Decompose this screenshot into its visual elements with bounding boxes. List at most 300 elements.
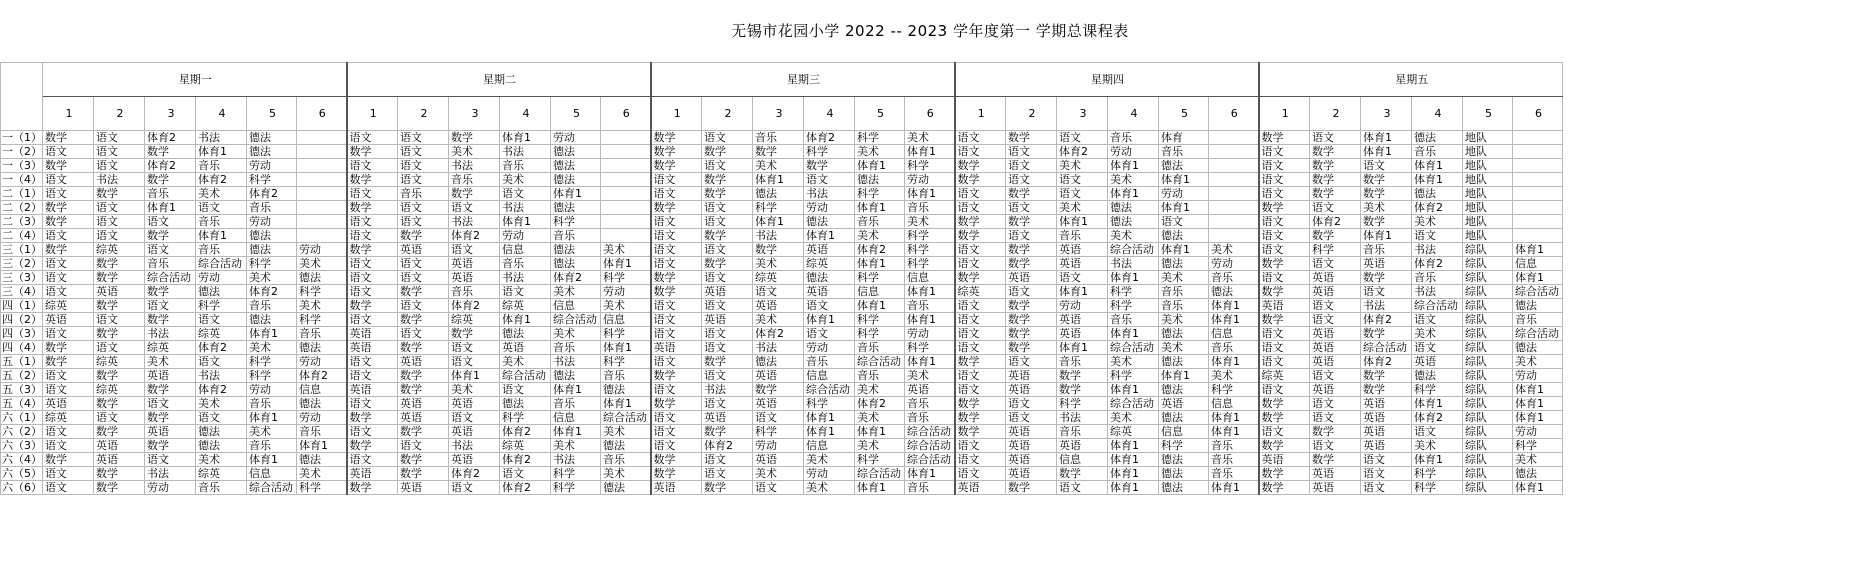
lesson-cell: 体育2 xyxy=(855,397,905,411)
lesson-cell: 综英 xyxy=(1108,425,1159,439)
lesson-cell: 数学 xyxy=(1259,285,1310,299)
lesson-cell: 语文 xyxy=(347,285,398,299)
lesson-cell: 英语 xyxy=(398,243,449,257)
lesson-cell: 体育1 xyxy=(551,187,601,201)
lesson-cell: 信息 xyxy=(1159,425,1209,439)
lesson-cell: 语文 xyxy=(651,257,702,271)
lesson-cell: 数学 xyxy=(1259,397,1310,411)
lesson-cell: 数学 xyxy=(1310,453,1361,467)
lesson-cell: 语文 xyxy=(196,355,247,369)
lesson-cell: 体育2 xyxy=(500,453,551,467)
period-header: 2 xyxy=(702,97,753,131)
lesson-cell: 数学 xyxy=(398,383,449,397)
lesson-cell xyxy=(1209,159,1259,173)
lesson-cell: 德法 xyxy=(1159,467,1209,481)
lesson-cell: 语文 xyxy=(955,453,1006,467)
lesson-cell: 英语 xyxy=(1412,355,1463,369)
lesson-cell: 体育2 xyxy=(1412,257,1463,271)
lesson-cell: 综队 xyxy=(1463,467,1513,481)
period-header: 6 xyxy=(1209,97,1259,131)
class-label: 二（3） xyxy=(2,215,42,228)
lesson-cell: 美术 xyxy=(196,397,247,411)
lesson-cell: 德法 xyxy=(551,243,601,257)
lesson-cell: 语文 xyxy=(702,397,753,411)
lesson-cell: 体育1 xyxy=(855,201,905,215)
lesson-cell: 科学 xyxy=(297,285,347,299)
lesson-cell: 信息 xyxy=(500,243,551,257)
class-row xyxy=(1,411,1563,425)
lesson-cell: 语文 xyxy=(43,481,94,495)
lesson-cell: 语文 xyxy=(1310,397,1361,411)
lesson-cell: 体育1 xyxy=(1108,159,1159,173)
lesson-cell: 美术 xyxy=(1159,271,1209,285)
lesson-cell: 科学 xyxy=(1057,397,1108,411)
lesson-cell: 英语 xyxy=(398,411,449,425)
lesson-cell: 体育1 xyxy=(804,411,855,425)
lesson-cell: 科学 xyxy=(905,257,955,271)
lesson-cell: 体育1 xyxy=(1108,481,1159,495)
period-header: 2 xyxy=(398,97,449,131)
lesson-cell: 美术 xyxy=(601,467,651,481)
lesson-cell: 音乐 xyxy=(297,425,347,439)
lesson-cell: 数学 xyxy=(1361,215,1412,229)
lesson-cell: 数学 xyxy=(1006,187,1057,201)
lesson-cell: 体育1 xyxy=(855,481,905,495)
lesson-cell: 体育2 xyxy=(1310,215,1361,229)
lesson-cell: 德法 xyxy=(601,439,651,453)
lesson-cell: 语文 xyxy=(43,229,94,243)
lesson-cell: 语文 xyxy=(1361,467,1412,481)
lesson-cell: 德法 xyxy=(297,397,347,411)
lesson-cell: 英语 xyxy=(1310,467,1361,481)
lesson-cell: 英语 xyxy=(1361,411,1412,425)
period-header: 2 xyxy=(94,97,145,131)
lesson-cell: 数学 xyxy=(145,439,196,453)
lesson-cell: 德法 xyxy=(1513,299,1563,313)
lesson-cell: 地队 xyxy=(1463,215,1513,229)
lesson-cell: 劳动 xyxy=(247,383,297,397)
lesson-cell: 综队 xyxy=(1463,243,1513,257)
lesson-cell: 体育1 xyxy=(551,383,601,397)
lesson-cell: 书法 xyxy=(449,159,500,173)
lesson-cell: 体育1 xyxy=(1513,383,1563,397)
lesson-cell xyxy=(1209,215,1259,229)
lesson-cell: 美术 xyxy=(855,145,905,159)
lesson-cell: 数学 xyxy=(43,243,94,257)
period-header: 5 xyxy=(855,97,905,131)
lesson-cell: 体育1 xyxy=(601,341,651,355)
lesson-cell: 数学 xyxy=(347,201,398,215)
lesson-cell: 体育1 xyxy=(1108,439,1159,453)
lesson-cell: 体育1 xyxy=(1108,453,1159,467)
lesson-cell: 语文 xyxy=(94,313,145,327)
lesson-cell xyxy=(1513,215,1563,229)
lesson-cell xyxy=(297,131,347,145)
lesson-cell: 数学 xyxy=(449,187,500,201)
lesson-cell: 语文 xyxy=(1159,215,1209,229)
lesson-cell: 数学 xyxy=(1259,481,1310,495)
class-label: 一（3） xyxy=(2,159,42,172)
lesson-cell: 语文 xyxy=(955,383,1006,397)
lesson-cell: 美术 xyxy=(1108,229,1159,243)
lesson-cell: 语文 xyxy=(1259,341,1310,355)
lesson-cell: 音乐 xyxy=(1108,131,1159,145)
lesson-cell: 体育2 xyxy=(297,369,347,383)
lesson-cell: 语文 xyxy=(94,145,145,159)
lesson-cell: 美术 xyxy=(196,453,247,467)
lesson-cell: 语文 xyxy=(1006,201,1057,215)
lesson-cell: 英语 xyxy=(1310,341,1361,355)
lesson-cell: 数学 xyxy=(43,201,94,215)
lesson-cell: 劳动 xyxy=(1209,257,1259,271)
lesson-cell: 综队 xyxy=(1463,439,1513,453)
class-label: 五（4） xyxy=(2,397,42,410)
lesson-cell: 劳动 xyxy=(1159,187,1209,201)
lesson-cell: 数学 xyxy=(1310,173,1361,187)
lesson-cell: 科学 xyxy=(1108,299,1159,313)
lesson-cell: 科学 xyxy=(551,215,601,229)
lesson-cell: 综合活动 xyxy=(551,313,601,327)
lesson-cell: 数学 xyxy=(1006,299,1057,313)
lesson-cell: 语文 xyxy=(955,327,1006,341)
lesson-cell: 语文 xyxy=(1310,299,1361,313)
lesson-cell xyxy=(1513,187,1563,201)
lesson-cell: 科学 xyxy=(500,411,551,425)
lesson-cell: 综合活动 xyxy=(1361,341,1412,355)
lesson-cell: 综英 xyxy=(43,411,94,425)
lesson-cell: 语文 xyxy=(196,313,247,327)
lesson-cell: 数学 xyxy=(43,341,94,355)
lesson-cell: 德法 xyxy=(1159,453,1209,467)
lesson-cell: 信息 xyxy=(601,313,651,327)
lesson-cell: 英语 xyxy=(1057,313,1108,327)
lesson-cell: 语文 xyxy=(1006,145,1057,159)
lesson-cell: 数学 xyxy=(347,145,398,159)
lesson-cell: 美术 xyxy=(855,439,905,453)
lesson-cell: 语文 xyxy=(955,201,1006,215)
lesson-cell: 体育1 xyxy=(905,313,955,327)
lesson-cell: 数学 xyxy=(955,271,1006,285)
lesson-cell: 信息 xyxy=(905,271,955,285)
lesson-cell: 语文 xyxy=(1259,355,1310,369)
lesson-cell xyxy=(1209,131,1259,145)
lesson-cell: 语文 xyxy=(43,271,94,285)
lesson-cell: 劳动 xyxy=(804,201,855,215)
lesson-cell: 劳动 xyxy=(804,341,855,355)
lesson-cell: 音乐 xyxy=(1108,313,1159,327)
lesson-cell: 语文 xyxy=(702,327,753,341)
lesson-cell: 语文 xyxy=(196,201,247,215)
lesson-cell: 语文 xyxy=(702,453,753,467)
lesson-cell: 数学 xyxy=(702,257,753,271)
lesson-cell: 书法 xyxy=(753,341,804,355)
lesson-cell: 体育2 xyxy=(196,383,247,397)
lesson-cell: 语文 xyxy=(347,131,398,145)
lesson-cell: 数学 xyxy=(94,467,145,481)
lesson-cell: 综队 xyxy=(1463,271,1513,285)
lesson-cell: 科学 xyxy=(855,187,905,201)
lesson-cell: 数学 xyxy=(1361,327,1412,341)
lesson-cell: 数学 xyxy=(94,257,145,271)
lesson-cell: 体育1 xyxy=(1159,173,1209,187)
lesson-cell: 语文 xyxy=(347,313,398,327)
lesson-cell: 美术 xyxy=(297,467,347,481)
lesson-cell: 体育2 xyxy=(804,131,855,145)
period-header: 4 xyxy=(804,97,855,131)
lesson-cell: 数学 xyxy=(651,159,702,173)
lesson-cell: 综合活动 xyxy=(905,425,955,439)
class-label: 四（2） xyxy=(2,313,42,326)
class-row xyxy=(1,481,1563,495)
lesson-cell: 数学 xyxy=(955,425,1006,439)
lesson-cell: 音乐 xyxy=(1209,271,1259,285)
lesson-cell: 英语 xyxy=(651,481,702,495)
lesson-cell: 书法 xyxy=(196,369,247,383)
lesson-cell: 语文 xyxy=(1412,229,1463,243)
lesson-cell: 语文 xyxy=(804,327,855,341)
lesson-cell: 英语 xyxy=(43,397,94,411)
class-label: 五（1） xyxy=(2,355,42,368)
lesson-cell: 体育1 xyxy=(1159,243,1209,257)
lesson-cell: 语文 xyxy=(398,131,449,145)
lesson-cell: 英语 xyxy=(1310,383,1361,397)
lesson-cell: 体育1 xyxy=(1412,453,1463,467)
class-label: 六（2） xyxy=(2,425,42,438)
lesson-cell: 语文 xyxy=(1361,159,1412,173)
lesson-cell: 语文 xyxy=(1310,369,1361,383)
lesson-cell: 科学 xyxy=(855,313,905,327)
lesson-cell: 德法 xyxy=(247,229,297,243)
lesson-cell: 数学 xyxy=(94,369,145,383)
lesson-cell: 科学 xyxy=(1310,243,1361,257)
lesson-cell: 德法 xyxy=(196,439,247,453)
lesson-cell: 综队 xyxy=(1463,453,1513,467)
lesson-cell: 地队 xyxy=(1463,187,1513,201)
lesson-cell: 音乐 xyxy=(1159,299,1209,313)
lesson-cell: 英语 xyxy=(702,285,753,299)
lesson-cell: 综队 xyxy=(1463,355,1513,369)
lesson-cell: 音乐 xyxy=(855,215,905,229)
lesson-cell: 语文 xyxy=(43,369,94,383)
lesson-cell: 英语 xyxy=(1310,271,1361,285)
class-label: 二（2） xyxy=(2,201,42,214)
lesson-cell: 音乐 xyxy=(753,131,804,145)
lesson-cell: 综合活动 xyxy=(905,439,955,453)
lesson-cell: 英语 xyxy=(1006,383,1057,397)
lesson-cell: 语文 xyxy=(1057,173,1108,187)
lesson-cell: 数学 xyxy=(43,159,94,173)
lesson-cell: 英语 xyxy=(500,341,551,355)
lesson-cell: 科学 xyxy=(1412,481,1463,495)
lesson-cell xyxy=(601,215,651,229)
lesson-cell: 美术 xyxy=(247,271,297,285)
lesson-cell: 语文 xyxy=(1259,187,1310,201)
class-row xyxy=(1,145,1563,159)
lesson-cell: 综队 xyxy=(1463,341,1513,355)
lesson-cell: 英语 xyxy=(651,341,702,355)
lesson-cell: 德法 xyxy=(1209,285,1259,299)
period-header: 5 xyxy=(1159,97,1209,131)
lesson-cell: 德法 xyxy=(1108,201,1159,215)
lesson-cell xyxy=(297,145,347,159)
lesson-cell: 德法 xyxy=(551,173,601,187)
lesson-cell: 语文 xyxy=(94,229,145,243)
lesson-cell: 语文 xyxy=(43,383,94,397)
period-header: 5 xyxy=(551,97,601,131)
lesson-cell: 劳动 xyxy=(1108,145,1159,159)
lesson-cell: 体育2 xyxy=(500,425,551,439)
lesson-cell: 语文 xyxy=(1361,453,1412,467)
lesson-cell: 音乐 xyxy=(905,481,955,495)
lesson-cell: 美术 xyxy=(753,467,804,481)
lesson-cell: 综合活动 xyxy=(804,383,855,397)
lesson-cell: 语文 xyxy=(347,369,398,383)
lesson-cell: 音乐 xyxy=(855,341,905,355)
lesson-cell: 语文 xyxy=(955,467,1006,481)
class-row xyxy=(1,215,1563,229)
lesson-cell: 语文 xyxy=(702,299,753,313)
lesson-cell: 音乐 xyxy=(1159,145,1209,159)
lesson-cell xyxy=(601,145,651,159)
lesson-cell: 综队 xyxy=(1463,383,1513,397)
lesson-cell: 音乐 xyxy=(297,327,347,341)
lesson-cell: 体育2 xyxy=(247,187,297,201)
lesson-cell: 体育1 xyxy=(1412,173,1463,187)
lesson-cell: 语文 xyxy=(702,215,753,229)
lesson-cell: 信息 xyxy=(804,439,855,453)
lesson-cell: 语文 xyxy=(1259,173,1310,187)
lesson-cell: 体育1 xyxy=(1209,355,1259,369)
lesson-cell: 英语 xyxy=(1057,439,1108,453)
lesson-cell: 综合活动 xyxy=(1108,243,1159,257)
lesson-cell: 英语 xyxy=(1259,299,1310,313)
lesson-cell: 音乐 xyxy=(196,159,247,173)
lesson-cell: 英语 xyxy=(449,257,500,271)
lesson-cell: 语文 xyxy=(651,173,702,187)
lesson-cell: 语文 xyxy=(43,187,94,201)
period-header: 1 xyxy=(347,97,398,131)
lesson-cell: 语文 xyxy=(651,411,702,425)
lesson-cell: 数学 xyxy=(1310,425,1361,439)
lesson-cell: 语文 xyxy=(398,173,449,187)
lesson-cell: 数学 xyxy=(347,299,398,313)
lesson-cell: 综队 xyxy=(1463,285,1513,299)
lesson-cell: 体育1 xyxy=(855,257,905,271)
class-label: 一（4） xyxy=(2,173,42,186)
lesson-cell: 书法 xyxy=(1412,285,1463,299)
lesson-cell: 美术 xyxy=(196,187,247,201)
lesson-cell: 体育2 xyxy=(449,467,500,481)
lesson-cell: 语文 xyxy=(398,215,449,229)
lesson-cell: 劳动 xyxy=(196,271,247,285)
lesson-cell: 美术 xyxy=(1159,341,1209,355)
lesson-cell: 语文 xyxy=(651,313,702,327)
lesson-cell: 数学 xyxy=(1310,159,1361,173)
lesson-cell: 体育1 xyxy=(601,397,651,411)
lesson-cell: 语文 xyxy=(804,299,855,313)
lesson-cell: 数学 xyxy=(94,397,145,411)
lesson-cell: 体育1 xyxy=(1513,397,1563,411)
lesson-cell: 数学 xyxy=(1310,229,1361,243)
lesson-cell: 英语 xyxy=(702,313,753,327)
lesson-cell: 美术 xyxy=(1108,355,1159,369)
lesson-cell: 科学 xyxy=(247,355,297,369)
lesson-cell: 语文 xyxy=(753,481,804,495)
lesson-cell: 英语 xyxy=(1006,453,1057,467)
lesson-cell: 音乐 xyxy=(196,215,247,229)
lesson-cell: 美术 xyxy=(145,355,196,369)
lesson-cell: 美术 xyxy=(1209,369,1259,383)
lesson-cell: 音乐 xyxy=(196,481,247,495)
lesson-cell: 音乐 xyxy=(247,397,297,411)
lesson-cell: 语文 xyxy=(651,243,702,257)
lesson-cell: 语文 xyxy=(43,327,94,341)
lesson-cell: 综队 xyxy=(1463,425,1513,439)
lesson-cell: 体育1 xyxy=(1513,271,1563,285)
lesson-cell: 音乐 xyxy=(196,243,247,257)
day-header: 星期四 xyxy=(955,63,1259,97)
lesson-cell: 音乐 xyxy=(855,369,905,383)
period-header: 5 xyxy=(1463,97,1513,131)
lesson-cell: 语文 xyxy=(955,187,1006,201)
lesson-cell: 体育2 xyxy=(1361,355,1412,369)
lesson-cell: 书法 xyxy=(551,355,601,369)
lesson-cell: 数学 xyxy=(651,397,702,411)
lesson-cell: 音乐 xyxy=(601,453,651,467)
lesson-cell: 数学 xyxy=(955,355,1006,369)
lesson-cell: 美术 xyxy=(905,369,955,383)
lesson-cell: 数学 xyxy=(1006,257,1057,271)
lesson-cell: 劳动 xyxy=(145,481,196,495)
lesson-cell xyxy=(297,173,347,187)
lesson-cell: 综合活动 xyxy=(196,257,247,271)
lesson-cell: 数学 xyxy=(94,299,145,313)
lesson-cell: 美术 xyxy=(1412,439,1463,453)
lesson-cell: 语文 xyxy=(702,467,753,481)
lesson-cell: 英语 xyxy=(1361,425,1412,439)
lesson-cell: 科学 xyxy=(1513,439,1563,453)
lesson-cell: 数学 xyxy=(1361,369,1412,383)
lesson-cell: 德法 xyxy=(500,397,551,411)
lesson-cell: 语文 xyxy=(955,257,1006,271)
lesson-cell: 语文 xyxy=(1006,229,1057,243)
lesson-cell: 数学 xyxy=(651,271,702,285)
lesson-cell: 音乐 xyxy=(1412,145,1463,159)
period-header: 6 xyxy=(601,97,651,131)
lesson-cell: 德法 xyxy=(1159,383,1209,397)
lesson-cell: 数学 xyxy=(651,201,702,215)
class-label: 三（4） xyxy=(2,285,42,298)
lesson-cell: 德法 xyxy=(1513,341,1563,355)
lesson-cell: 地队 xyxy=(1463,229,1513,243)
lesson-cell: 语文 xyxy=(1057,271,1108,285)
lesson-cell: 英语 xyxy=(449,271,500,285)
lesson-cell: 语文 xyxy=(347,355,398,369)
lesson-cell: 书法 xyxy=(1108,257,1159,271)
class-row xyxy=(1,271,1563,285)
lesson-cell: 德法 xyxy=(1159,159,1209,173)
period-header: 2 xyxy=(1310,97,1361,131)
lesson-cell: 数学 xyxy=(753,145,804,159)
lesson-cell: 德法 xyxy=(196,285,247,299)
lesson-cell: 数学 xyxy=(702,425,753,439)
lesson-cell: 英语 xyxy=(1006,467,1057,481)
lesson-cell: 语文 xyxy=(398,257,449,271)
period-header: 1 xyxy=(1259,97,1310,131)
lesson-cell: 语文 xyxy=(94,215,145,229)
lesson-cell: 语文 xyxy=(955,145,1006,159)
lesson-cell: 数学 xyxy=(1259,411,1310,425)
